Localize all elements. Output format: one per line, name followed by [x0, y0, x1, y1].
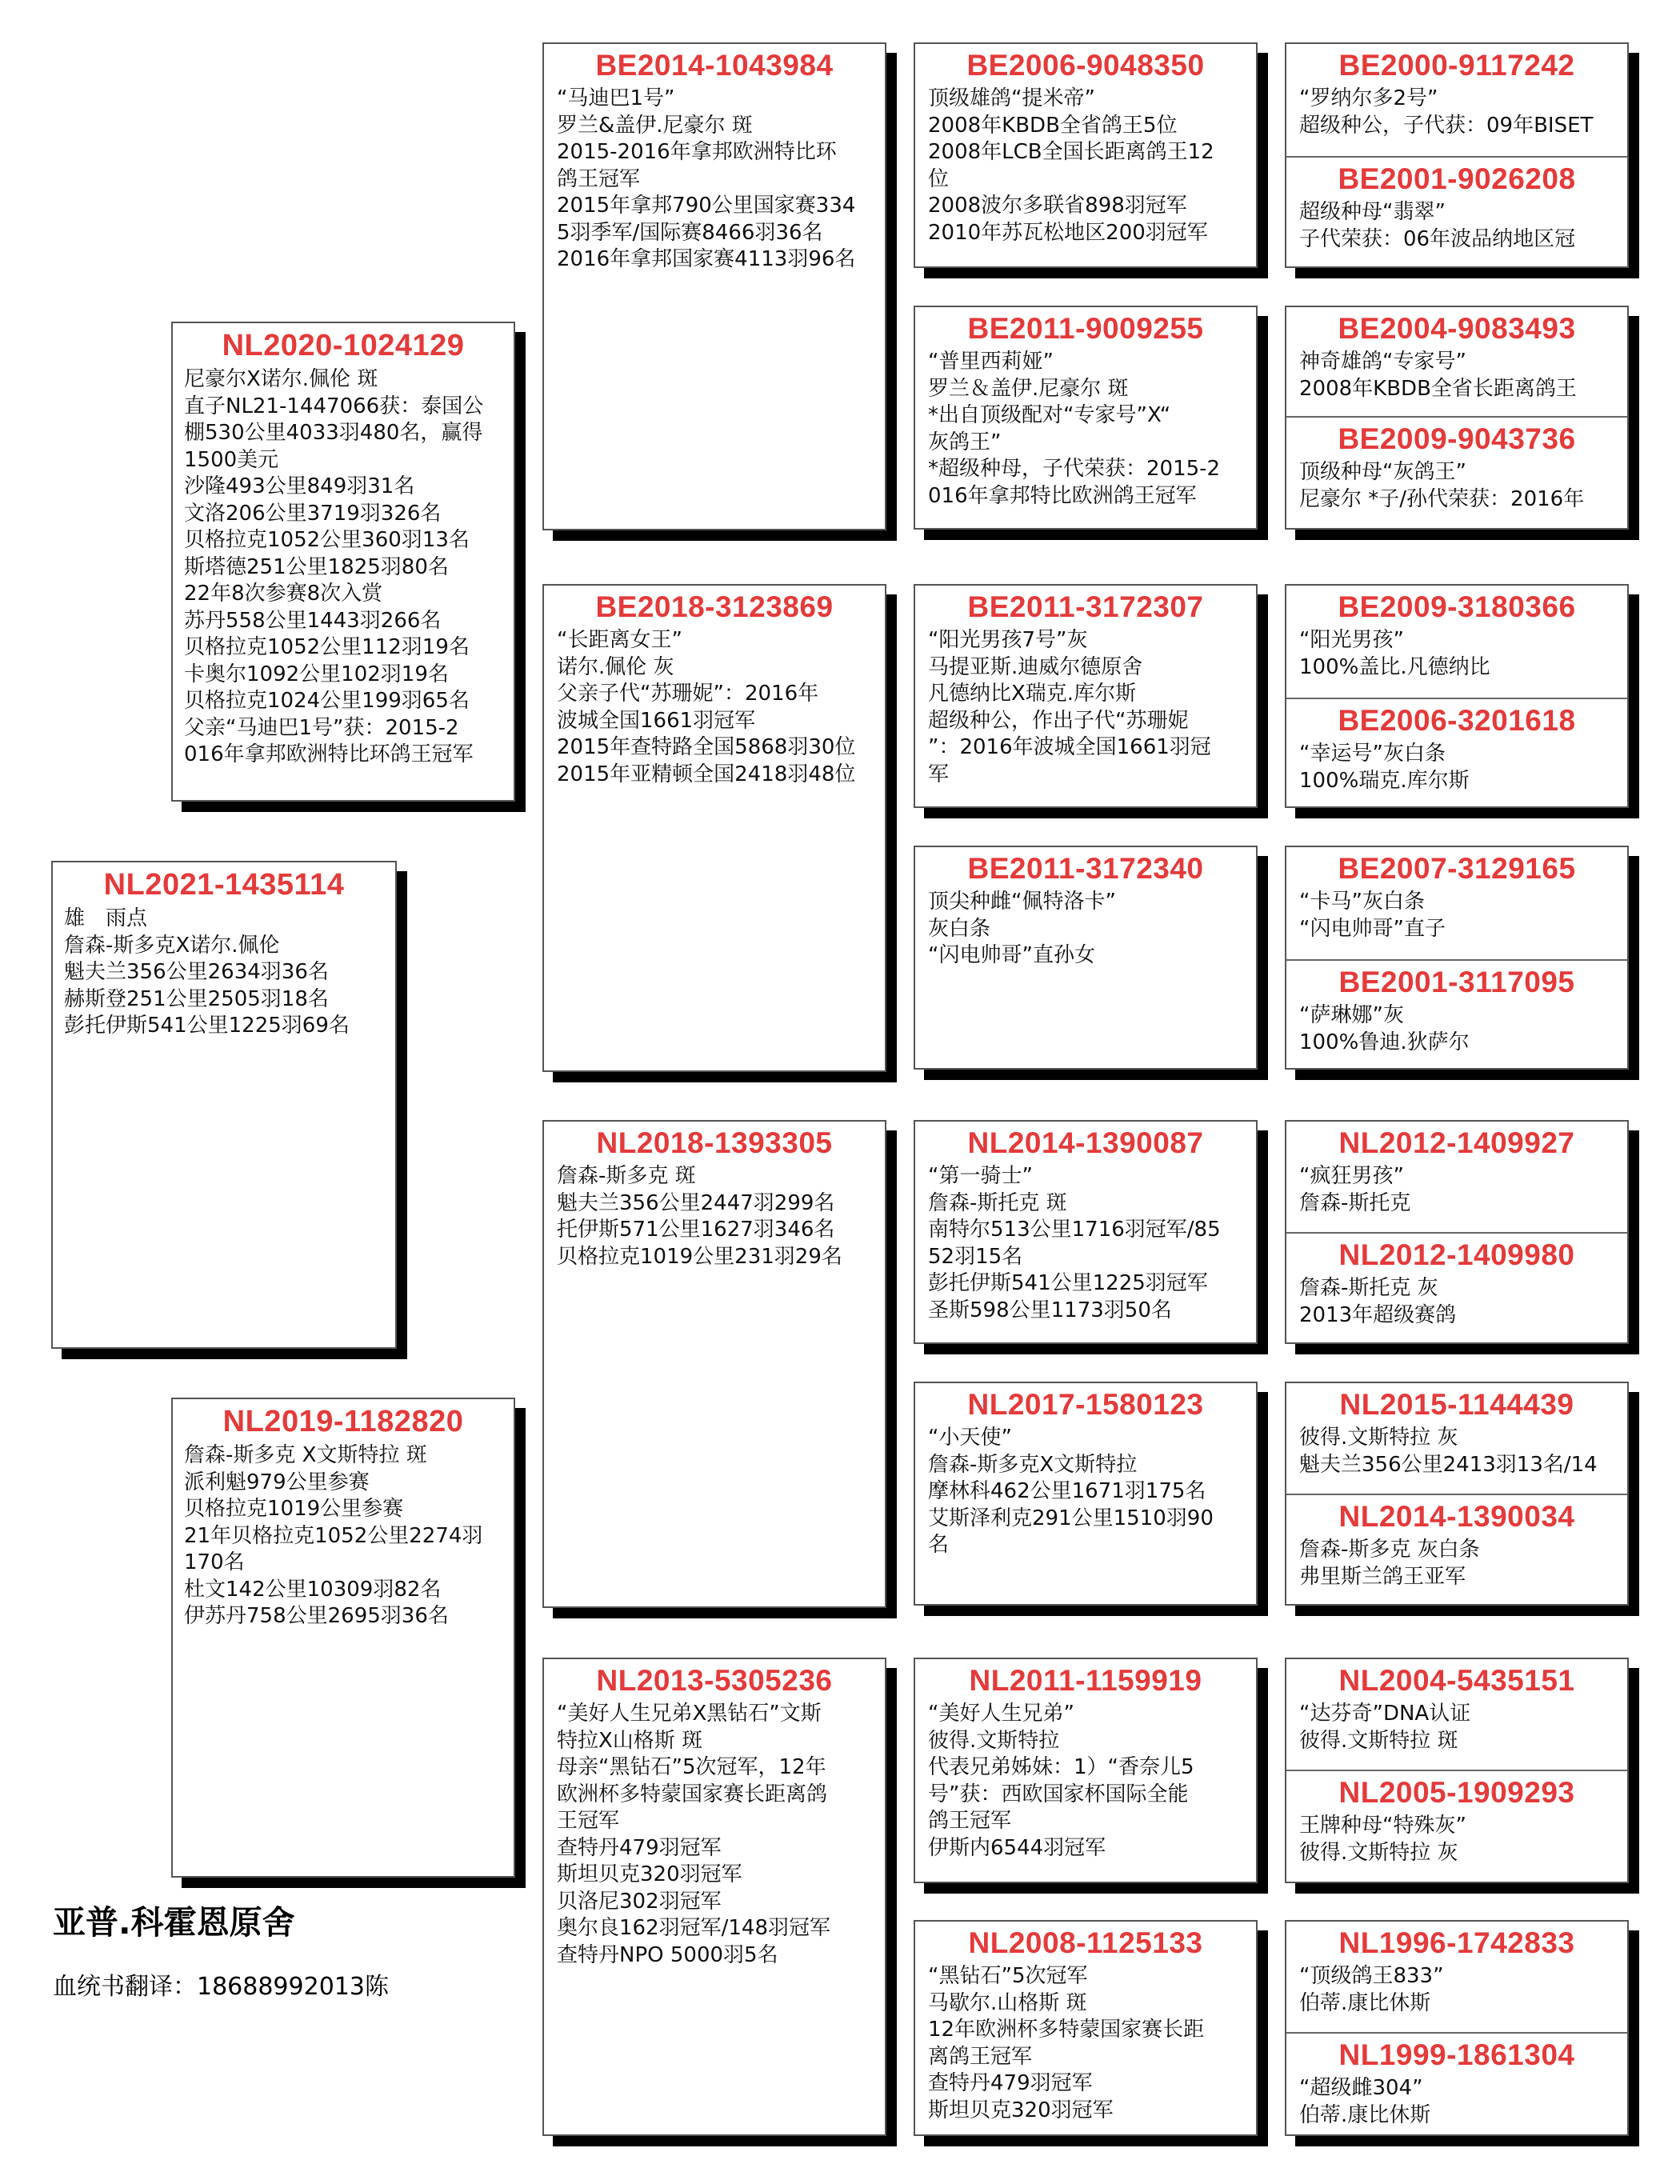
detail-line: 伯蒂.康比休斯	[1299, 2102, 1431, 2127]
ring-number: BE2011-9009255	[967, 312, 1204, 345]
ring-number: BE2006-3201618	[1338, 704, 1576, 737]
detail-line: 弗里斯兰鸽王亚军	[1299, 1564, 1466, 1589]
ring-number: NL2014-1390034	[1338, 1500, 1575, 1533]
great-grandparent-card	[914, 584, 1258, 808]
detail-line: “普里西莉娅”	[928, 350, 1054, 374]
ggg-pair-card	[1285, 1920, 1629, 2136]
detail-line: 军	[928, 762, 950, 786]
ring-number: BE2000-9117242	[1338, 49, 1575, 82]
detail-line: 彼得.文斯特拉	[928, 1728, 1060, 1753]
dam-card	[171, 1398, 515, 1878]
ring-number: BE2004-9083493	[1338, 312, 1576, 345]
detail-line: 凡德纳比X瑞克.库尔斯	[928, 682, 1137, 706]
detail-line: 灰白条	[928, 916, 991, 941]
detail-line: 斯坦贝克320羽冠军	[928, 2098, 1114, 2122]
detail-line: 22年8次参赛8次入赏	[184, 582, 383, 606]
detail-line: 2008年KBDB全省长距离鸽王	[1299, 376, 1577, 401]
card-details	[173, 363, 514, 769]
detail-line: 子代荣获：06年波品纳地区冠	[1299, 226, 1576, 251]
detail-line: 2015年查特路全国5868羽30位	[557, 735, 856, 759]
card-details	[915, 1698, 1256, 1862]
detail-line: 2008年KBDB全省鸽王5位	[928, 113, 1178, 138]
detail-line: 魁夫兰356公里2413羽13名/14	[1299, 1452, 1598, 1477]
card-details	[915, 624, 1256, 788]
detail-line: 170名	[184, 1550, 245, 1574]
detail-line: 沙隆493公里849羽31名	[184, 474, 415, 498]
detail-line: 100%瑞克.库尔斯	[1299, 768, 1470, 793]
card-details	[1286, 1810, 1627, 1866]
detail-line: 斯坦贝克320羽冠军	[557, 1862, 742, 1886]
detail-line: 父亲子代“苏珊妮”：2016年	[557, 682, 819, 706]
detail-line: 伊斯内6544羽冠军	[928, 1835, 1106, 1860]
detail-line: 詹森-斯托克	[1299, 1190, 1411, 1215]
card-details	[1286, 1698, 1627, 1754]
card-details	[915, 346, 1256, 510]
detail-line: 代表兄弟姊妹：1）“香奈儿5	[928, 1755, 1194, 1779]
detail-line: 顶级种母“灰鸽王”	[1299, 460, 1466, 484]
detail-line: 父亲“马迪巴1号”获：2015-2	[184, 715, 459, 740]
detail-line: 摩林科462公里1671羽175名	[928, 1479, 1206, 1503]
detail-line: ”：2016年波城全国1661羽冠	[928, 735, 1211, 759]
detail-line: “黑钻石”5次冠军	[928, 1964, 1088, 1988]
detail-line: 伊苏丹758公里2695羽36名	[184, 1604, 449, 1628]
card-details	[1286, 82, 1627, 139]
detail-line: 罗兰&盖伊.尼豪尔 斑	[557, 113, 753, 138]
detail-line: “达芬奇”DNA认证	[1299, 1702, 1471, 1726]
ggg-pair-card	[1285, 1658, 1629, 1883]
detail-line: “长距离女王”	[557, 628, 682, 652]
detail-line: “阳光男孩”	[1299, 628, 1404, 652]
detail-line: 1500美元	[184, 447, 279, 472]
card-details	[1286, 1534, 1627, 1590]
detail-line: 2008年LCB全国长距离鸽王12	[928, 140, 1214, 164]
detail-line: 詹森-斯托克 灰	[1299, 1276, 1438, 1300]
detail-line: 托伊斯571公里1627羽346名	[557, 1218, 835, 1242]
detail-line: 位	[928, 166, 950, 191]
ring-number: BE2011-3172307	[967, 590, 1204, 623]
ring-number: BE2014-1043984	[595, 49, 834, 82]
card-details	[1286, 346, 1627, 402]
detail-line: “罗纳尔多2号”	[1299, 86, 1438, 110]
ring-number: BE2007-3129165	[1338, 852, 1576, 885]
detail-line: 100%鲁迪.狄萨尔	[1299, 1030, 1470, 1054]
detail-line: 罗兰＆盖伊.尼豪尔 斑	[928, 376, 1129, 401]
detail-line: 彭托伊斯541公里1225羽69名	[64, 1014, 350, 1038]
ggg-pair-card	[1285, 42, 1629, 268]
grandparent-card	[542, 42, 886, 530]
detail-line: 王牌种母“特殊灰”	[1299, 1814, 1466, 1838]
detail-line: “阳光男孩7号”灰	[928, 628, 1088, 652]
detail-line: 2008波尔多联省898羽冠军	[928, 194, 1187, 218]
ring-number: BE2009-9043736	[1338, 422, 1576, 455]
ggg-pair-card	[1285, 1382, 1629, 1606]
detail-line: 贝洛尼302羽冠军	[557, 1889, 722, 1914]
detail-line: 詹森-斯多克 X文斯特拉 斑	[184, 1443, 427, 1467]
ring-number: NL2013-5305236	[596, 1664, 833, 1697]
detail-line: 离鸽王冠军	[928, 2044, 1033, 2069]
card-details	[915, 1960, 1256, 2124]
detail-line: “疯狂男孩”	[1299, 1164, 1404, 1188]
detail-line: 5羽季军/国际赛8466羽36名	[557, 220, 823, 245]
ring-number: NL2012-1409927	[1338, 1126, 1575, 1159]
detail-line: 神奇雄鸽“专家号”	[1299, 350, 1466, 374]
detail-line: 詹森-斯多克X诺尔.佩伦	[64, 933, 280, 958]
detail-line: 2015年亚精顿全国2418羽48位	[557, 762, 856, 786]
detail-line: 詹森-斯多克 灰白条	[1299, 1538, 1480, 1562]
detail-line: “第一骑士”	[928, 1164, 1033, 1188]
detail-line: 贝格拉克1052公里112羽19名	[184, 635, 470, 659]
detail-line: 马歇尔.山格斯 斑	[928, 1990, 1087, 2015]
detail-line: 欧洲杯多特蒙国家赛长距离鸽	[557, 1782, 828, 1806]
card-details	[915, 886, 1256, 970]
detail-line: 016年拿邦特比欧洲鸽王冠军	[928, 483, 1197, 508]
subject-card	[51, 861, 397, 1349]
grandparent-card	[542, 1658, 886, 2136]
detail-line: 号”获：西欧国家杯国际全能	[928, 1782, 1189, 1806]
detail-line: 直子NL21-1447066获：泰国公	[184, 394, 484, 418]
ring-number: NL2012-1409980	[1338, 1238, 1575, 1271]
ring-number: NL2004-5435151	[1338, 1664, 1575, 1697]
detail-line: 超级种公，子代获：09年BISET	[1299, 113, 1594, 138]
detail-line: 杜文142公里10309羽82名	[184, 1577, 442, 1602]
detail-line: 贝格拉克1019公里参赛	[184, 1497, 404, 1521]
detail-line: “幸运号”灰白条	[1299, 742, 1446, 766]
detail-line: 伯蒂.康比休斯	[1299, 1990, 1431, 2015]
card-details	[1286, 738, 1627, 794]
detail-line: 母亲“黑钻石”5次冠军，12年	[557, 1755, 826, 1779]
card-details	[544, 1160, 885, 1270]
detail-line: “卡马”灰白条	[1299, 890, 1425, 914]
ring-number: NL2008-1125133	[968, 1926, 1203, 1959]
detail-line: 派利魁979公里参赛	[184, 1470, 370, 1494]
detail-line: 2010年苏瓦松地区200羽冠军	[928, 220, 1208, 245]
detail-line: 文洛206公里3719羽326名	[184, 501, 442, 526]
detail-line: 21年贝格拉克1052公里2274羽	[184, 1523, 483, 1548]
detail-line: 灰鸽王”	[928, 430, 1002, 454]
detail-line: 詹森-斯多克X文斯特拉	[928, 1452, 1138, 1477]
ring-number: NL2019-1182820	[222, 1405, 464, 1438]
great-grandparent-card	[914, 846, 1258, 1070]
ggg-pair-card	[1285, 584, 1629, 808]
detail-line: 名	[928, 1533, 950, 1557]
detail-line: 马提亚斯.迪威尔德原舍	[928, 654, 1143, 679]
detail-line: 2016年拿邦国家赛4113羽96名	[557, 247, 856, 271]
detail-line: 彼得.文斯特拉 灰	[1299, 1840, 1458, 1865]
detail-line: *出自顶级配对“专家号”X“	[928, 403, 1171, 427]
detail-line: 棚530公里4033羽480名，赢得	[184, 421, 483, 445]
card-details	[1286, 886, 1627, 942]
detail-line: 100%盖比.凡德纳比	[1299, 654, 1490, 679]
detail-line: 查特丹NPO 5000羽5名	[557, 1942, 778, 1967]
detail-line: “闪电帅哥”直孙女	[928, 943, 1095, 967]
detail-line: 詹森-斯多克 斑	[557, 1164, 696, 1188]
detail-line: 查特丹479羽冠军	[557, 1835, 722, 1860]
card-details	[1286, 1422, 1627, 1478]
ring-number: NL2017-1580123	[967, 1388, 1204, 1421]
ring-number: NL2020-1024129	[222, 329, 465, 362]
detail-line: 艾斯泽利克291公里1510羽90	[928, 1506, 1214, 1530]
great-grandparent-card	[914, 1382, 1258, 1606]
sire-card	[171, 322, 515, 802]
card-details	[1286, 999, 1627, 1056]
ring-number: BE2011-3172340	[967, 852, 1204, 885]
detail-line: “闪电帅哥”直子	[1299, 916, 1446, 941]
detail-line: 超级种母“翡翠”	[1299, 200, 1446, 224]
great-grandparent-card	[914, 306, 1258, 530]
ring-number: BE2009-3180366	[1338, 590, 1576, 623]
card-details	[544, 624, 885, 788]
detail-line: “顶级鸽王833”	[1299, 1964, 1444, 1988]
great-grandparent-card	[914, 1120, 1258, 1344]
great-grandparent-card	[914, 1920, 1258, 2136]
detail-line: 查特丹479羽冠军	[928, 2071, 1093, 2095]
detail-line: 赫斯登251公里2505羽18名	[64, 986, 329, 1011]
great-grandparent-card	[914, 42, 1258, 268]
detail-line: 尼豪尔X诺尔.佩伦 斑	[184, 367, 378, 391]
detail-line: 超级种公，作出子代“苏珊妮	[928, 708, 1189, 733]
detail-line: “美好人生兄弟”	[928, 1702, 1074, 1726]
detail-line: 贝格拉克1019公里231羽29名	[557, 1244, 842, 1269]
detail-line: “马迪巴1号”	[557, 86, 675, 110]
detail-line: 诺尔.佩伦 灰	[557, 654, 674, 679]
ring-number: NL2018-1393305	[596, 1126, 833, 1159]
detail-line: 特拉X山格斯 斑	[557, 1728, 703, 1753]
detail-line: 鸽王冠军	[557, 166, 641, 191]
detail-line: “小天使”	[928, 1426, 1012, 1450]
card-details	[1286, 2072, 1627, 2129]
detail-line: *超级种母，子代荣获：2015-2	[928, 457, 1221, 481]
detail-line: “超级雌304”	[1299, 2076, 1423, 2100]
detail-line: 彼得.文斯特拉 灰	[1299, 1426, 1458, 1450]
card-details	[1286, 456, 1627, 513]
detail-line: 12年欧洲杯多特蒙国家赛长距	[928, 2018, 1205, 2042]
card-details	[1286, 1960, 1627, 2017]
card-details	[915, 1160, 1256, 1324]
ring-number: NL2005-1909293	[1338, 1776, 1575, 1809]
card-details	[544, 1698, 885, 1969]
great-grandparent-card	[914, 1658, 1258, 1883]
detail-line: 卡奥尔1092公里102羽19名	[184, 662, 449, 686]
detail-line: 2015年拿邦790公里国家赛334	[557, 194, 856, 218]
ring-number: NL2014-1390087	[967, 1126, 1204, 1159]
grandparent-card	[542, 1120, 886, 1608]
card-details	[544, 82, 885, 274]
card-details	[915, 1422, 1256, 1559]
loft-owner-title: 亚普.科霍恩原舍	[53, 1903, 295, 1942]
ring-number: BE2001-9026208	[1338, 162, 1576, 195]
detail-line: 016年拿邦欧洲特比环鸽王冠军	[184, 742, 474, 766]
detail-line: 苏丹558公里1443羽266名	[184, 608, 442, 633]
detail-line: 顶尖种雌“佩特洛卡”	[928, 890, 1116, 914]
ring-number: BE2001-3117095	[1338, 966, 1575, 998]
detail-line: 顶级雄鸽“提米帝”	[928, 86, 1095, 110]
detail-line: 尼豪尔 *子/孙代荣获：2016年	[1299, 486, 1585, 511]
grandparent-card	[542, 584, 886, 1072]
detail-line: 魁夫兰356公里2634羽36名	[64, 960, 329, 984]
detail-line: 奥尔良162羽冠军/148羽冠军	[557, 1916, 831, 1940]
detail-line: 2015-2016年拿邦欧洲特比环	[557, 140, 837, 164]
detail-line: 雄 雨点	[64, 906, 148, 930]
ggg-pair-card	[1285, 846, 1629, 1070]
detail-line: 斯塔德251公里1825羽80名	[184, 554, 449, 579]
detail-line: 南特尔513公里1716羽冠军/85	[928, 1218, 1221, 1242]
detail-line: “萨琳娜”灰	[1299, 1003, 1404, 1027]
ring-number: NL2011-1159919	[969, 1664, 1202, 1697]
detail-line: “美好人生兄弟X黑钻石”文斯	[557, 1702, 822, 1726]
card-details	[173, 1439, 514, 1630]
detail-line: 鸽王冠军	[928, 1809, 1012, 1833]
detail-line: 波城全国1661羽冠军	[557, 708, 756, 733]
ring-number: NL1999-1861304	[1338, 2038, 1575, 2071]
detail-line: 彼得.文斯特拉 斑	[1299, 1728, 1458, 1753]
ring-number: BE2018-3123869	[595, 590, 834, 623]
detail-line: 彭托伊斯541公里1225羽冠军	[928, 1271, 1208, 1295]
card-details	[1286, 1272, 1627, 1329]
card-details	[1286, 1160, 1627, 1217]
detail-line: 魁夫兰356公里2447羽299名	[557, 1190, 835, 1215]
ggg-pair-card	[1285, 306, 1629, 530]
ring-number: BE2006-9048350	[966, 49, 1205, 82]
ring-number: NL1996-1742833	[1338, 1926, 1575, 1959]
detail-line: 贝格拉克1052公里360羽13名	[184, 528, 470, 552]
detail-line: 圣斯598公里1173羽50名	[928, 1298, 1172, 1322]
card-details	[1286, 196, 1627, 253]
ggg-pair-card	[1285, 1120, 1629, 1344]
detail-line: 2013年超级赛鸽	[1299, 1302, 1457, 1327]
detail-line: 詹森-斯托克 斑	[928, 1190, 1067, 1215]
detail-line: 52羽15名	[928, 1244, 1023, 1269]
card-details	[53, 902, 395, 1040]
card-details	[1286, 624, 1627, 681]
detail-line: 王冠军	[557, 1809, 620, 1833]
translator-credit: 血统书翻译：18688992013陈	[53, 1973, 389, 2001]
card-details	[915, 82, 1256, 246]
ring-number: NL2021-1435114	[103, 868, 345, 902]
detail-line: 贝格拉克1024公里199羽65名	[184, 689, 470, 713]
ring-number: NL2015-1144439	[1339, 1388, 1574, 1421]
